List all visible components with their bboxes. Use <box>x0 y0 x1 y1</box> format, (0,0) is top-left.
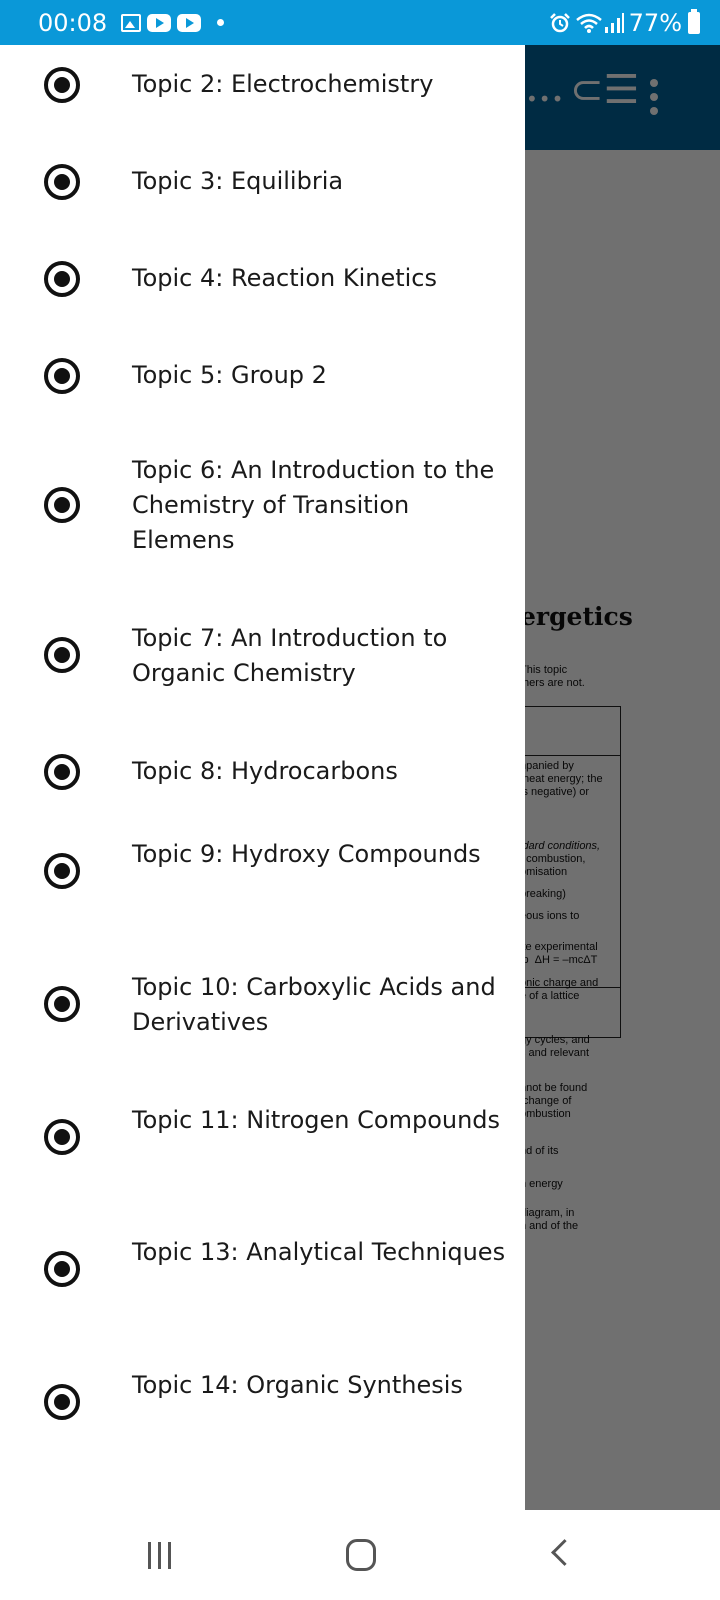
topic-label: Topic 8: Hydrocarbons <box>132 757 398 785</box>
radio-selected-icon[interactable] <box>44 986 80 1022</box>
drawer-item-topic-13[interactable] <box>0 1231 525 1311</box>
radio-selected-icon[interactable] <box>44 67 80 103</box>
topic-label: Topic 4: Reaction Kinetics <box>132 264 438 292</box>
topic-label: Topic 5: Group 2 <box>132 361 327 389</box>
back-icon[interactable] <box>551 1539 578 1566</box>
drawer-item-topic-7[interactable] <box>0 617 525 697</box>
radio-selected-icon[interactable] <box>44 487 80 523</box>
topic-label: Topic 7: An Introduction to Organic Chemistry <box>132 624 448 687</box>
battery-percent: 77% <box>628 8 682 37</box>
radio-selected-icon[interactable] <box>44 358 80 394</box>
drawer-item-topic-5[interactable] <box>0 352 525 400</box>
topic-label: Topic 2: Electrochemistry <box>132 70 434 98</box>
home-icon[interactable] <box>346 1539 376 1571</box>
youtube-icon <box>147 14 171 32</box>
topic-label: Topic 6: An Introduction to the Chemistry of Transition Elemens <box>132 456 495 554</box>
system-navigation-bar <box>0 1510 720 1600</box>
drawer-item-topic-3[interactable] <box>0 158 525 206</box>
signal-icon <box>603 12 625 34</box>
dot-icon <box>217 19 224 26</box>
status-bar <box>0 0 720 45</box>
topic-label: Topic 14: Organic Synthesis <box>132 1371 463 1399</box>
radio-selected-icon[interactable] <box>44 1119 80 1155</box>
topic-label: Topic 9: Hydroxy Compounds <box>132 840 481 868</box>
topic-label: Topic 10: Carboxylic Acids and Derivatives <box>132 973 496 1036</box>
drawer-item-topic-14[interactable] <box>0 1364 525 1444</box>
recents-icon[interactable] <box>148 1542 171 1569</box>
drawer-item-topic-6[interactable] <box>0 448 525 566</box>
wifi-icon <box>575 12 603 34</box>
drawer-item-topic-10[interactable] <box>0 966 525 1046</box>
status-time: 00:08 <box>38 8 108 37</box>
gallery-icon <box>121 14 141 32</box>
drawer-item-topic-4[interactable] <box>0 255 525 303</box>
alarm-icon <box>549 12 571 34</box>
drawer-item-topic-9[interactable] <box>0 833 525 913</box>
radio-selected-icon[interactable] <box>44 1384 80 1420</box>
drawer-item-topic-11[interactable] <box>0 1099 525 1179</box>
youtube-icon <box>177 14 201 32</box>
radio-selected-icon[interactable] <box>44 637 80 673</box>
topic-label: Topic 11: Nitrogen Compounds <box>132 1106 501 1134</box>
topic-label: Topic 3: Equilibria <box>132 167 344 195</box>
navigation-drawer <box>0 45 525 1510</box>
topic-label: Topic 13: Analytical Techniques <box>132 1238 506 1266</box>
radio-selected-icon[interactable] <box>44 164 80 200</box>
drawer-item-topic-2[interactable] <box>0 61 525 109</box>
radio-selected-icon[interactable] <box>44 1251 80 1287</box>
battery-icon <box>688 12 700 34</box>
drawer-item-topic-8[interactable] <box>0 748 525 796</box>
radio-selected-icon[interactable] <box>44 261 80 297</box>
radio-selected-icon[interactable] <box>44 853 80 889</box>
radio-selected-icon[interactable] <box>44 754 80 790</box>
